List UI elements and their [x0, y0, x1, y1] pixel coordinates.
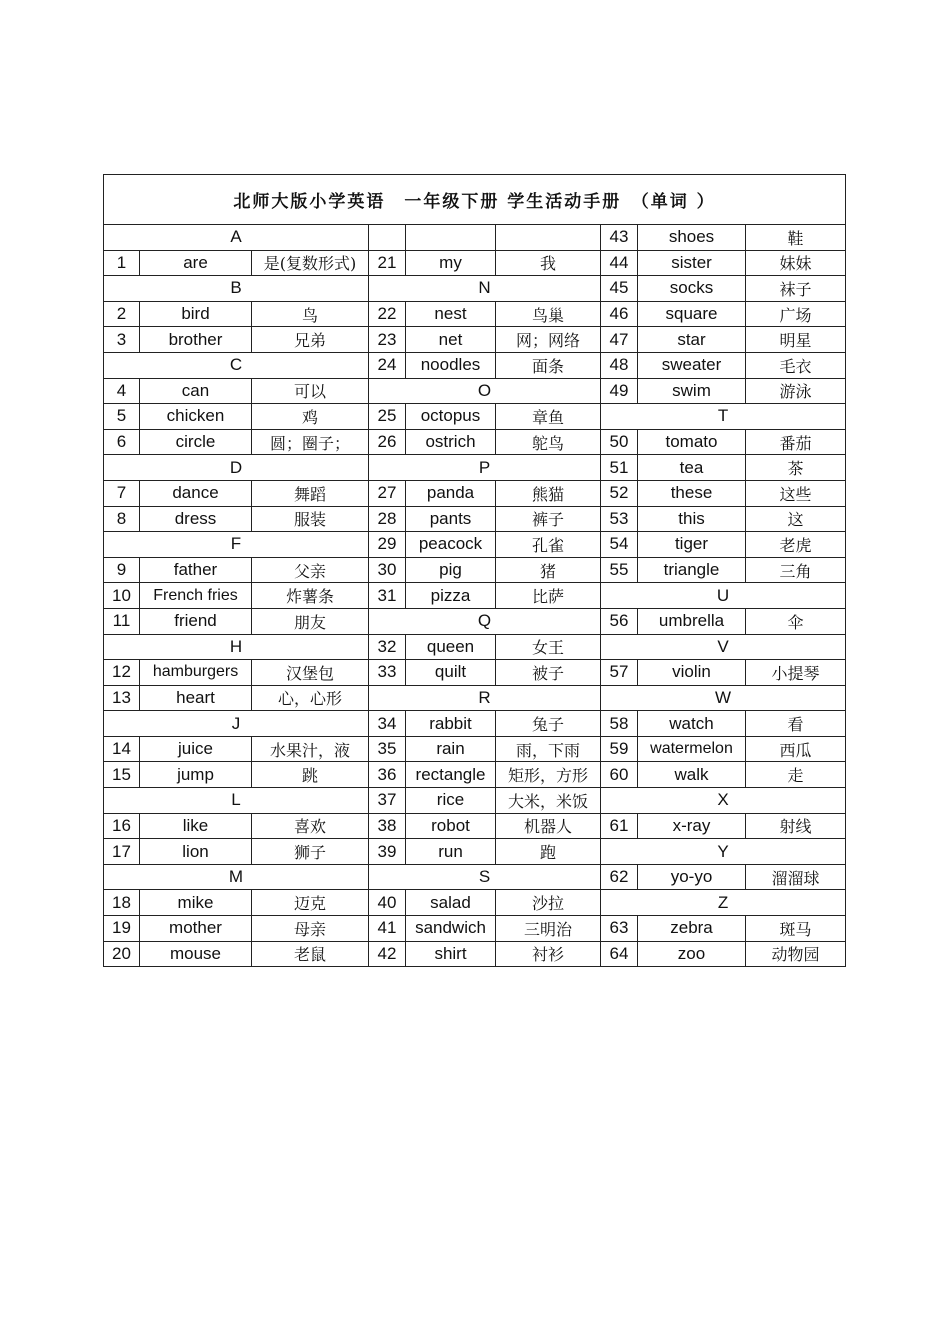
letter-header: Q — [369, 608, 601, 634]
word-number: 33 — [369, 660, 406, 686]
chinese-meaning: 猪 — [496, 557, 601, 583]
english-word: violin — [638, 660, 746, 686]
chinese-meaning: 服装 — [252, 506, 369, 532]
chinese-meaning: 看 — [746, 711, 846, 737]
english-word: jump — [140, 762, 252, 788]
english-word: can — [140, 378, 252, 404]
english-word: nest — [406, 301, 496, 327]
word-number: 8 — [104, 506, 140, 532]
word-number: 44 — [601, 250, 638, 276]
title-row — [104, 175, 846, 225]
english-word: mike — [140, 890, 252, 916]
table-row — [104, 916, 846, 942]
word-number: 62 — [601, 864, 638, 890]
english-word: salad — [406, 890, 496, 916]
letter-header: X — [601, 788, 846, 814]
word-number: 17 — [104, 839, 140, 865]
table-row — [104, 813, 846, 839]
english-word: chicken — [140, 404, 252, 430]
english-word: zoo — [638, 941, 746, 967]
english-word: father — [140, 557, 252, 583]
chinese-meaning: 袜子 — [746, 276, 846, 302]
chinese-meaning: 鞋 — [746, 225, 846, 251]
word-number: 13 — [104, 685, 140, 711]
word-number: 1 — [104, 250, 140, 276]
english-word: tea — [638, 455, 746, 481]
word-number: 58 — [601, 711, 638, 737]
letter-header: R — [369, 685, 601, 711]
table-row — [104, 788, 846, 814]
word-number: 52 — [601, 480, 638, 506]
chinese-meaning: 孔雀 — [496, 532, 601, 558]
chinese-meaning: 喜欢 — [252, 813, 369, 839]
word-number: 48 — [601, 352, 638, 378]
word-number: 15 — [104, 762, 140, 788]
word-number: 24 — [369, 352, 406, 378]
english-word: French fries — [140, 583, 252, 609]
letter-header: B — [104, 276, 369, 302]
chinese-meaning: 茶 — [746, 455, 846, 481]
word-number: 47 — [601, 327, 638, 353]
table-row — [104, 225, 846, 251]
english-word: dance — [140, 480, 252, 506]
letter-header: H — [104, 634, 369, 660]
chinese-meaning: 走 — [746, 762, 846, 788]
english-word: shirt — [406, 941, 496, 967]
english-word: tiger — [638, 532, 746, 558]
word-number: 31 — [369, 583, 406, 609]
english-word: lion — [140, 839, 252, 865]
chinese-meaning: 沙拉 — [496, 890, 601, 916]
chinese-meaning: 游泳 — [746, 378, 846, 404]
chinese-meaning — [496, 225, 601, 251]
chinese-meaning: 机器人 — [496, 813, 601, 839]
english-word: star — [638, 327, 746, 353]
chinese-meaning: 动物园 — [746, 941, 846, 967]
chinese-meaning: 斑马 — [746, 916, 846, 942]
chinese-meaning: 三明治 — [496, 916, 601, 942]
english-word: sister — [638, 250, 746, 276]
table-row — [104, 839, 846, 865]
chinese-meaning: 可以 — [252, 378, 369, 404]
english-word: this — [638, 506, 746, 532]
word-number: 32 — [369, 634, 406, 660]
word-number: 22 — [369, 301, 406, 327]
word-number: 36 — [369, 762, 406, 788]
word-number: 18 — [104, 890, 140, 916]
letter-header: P — [369, 455, 601, 481]
chinese-meaning: 小提琴 — [746, 660, 846, 686]
chinese-meaning: 伞 — [746, 608, 846, 634]
chinese-meaning: 雨，下雨 — [496, 736, 601, 762]
english-word: tomato — [638, 429, 746, 455]
english-word: watch — [638, 711, 746, 737]
english-word: watermelon — [638, 736, 746, 762]
table-row — [104, 276, 846, 302]
word-number: 29 — [369, 532, 406, 558]
word-number: 37 — [369, 788, 406, 814]
chinese-meaning: 毛衣 — [746, 352, 846, 378]
word-number: 27 — [369, 480, 406, 506]
letter-header: V — [601, 634, 846, 660]
letter-header: T — [601, 404, 846, 430]
english-word: net — [406, 327, 496, 353]
word-number: 20 — [104, 941, 140, 967]
chinese-meaning: 网；网络 — [496, 327, 601, 353]
word-number: 40 — [369, 890, 406, 916]
table-row — [104, 352, 846, 378]
chinese-meaning: 鸡 — [252, 404, 369, 430]
chinese-meaning: 父亲 — [252, 557, 369, 583]
word-number: 21 — [369, 250, 406, 276]
word-number: 42 — [369, 941, 406, 967]
table-row — [104, 608, 846, 634]
table-row — [104, 327, 846, 353]
english-word: like — [140, 813, 252, 839]
letter-header: J — [104, 711, 369, 737]
english-word: rain — [406, 736, 496, 762]
word-number: 54 — [601, 532, 638, 558]
word-number: 25 — [369, 404, 406, 430]
word-number: 19 — [104, 916, 140, 942]
table-row — [104, 301, 846, 327]
chinese-meaning: 我 — [496, 250, 601, 276]
english-word: panda — [406, 480, 496, 506]
english-word: shoes — [638, 225, 746, 251]
word-number: 39 — [369, 839, 406, 865]
chinese-meaning: 老虎 — [746, 532, 846, 558]
english-word: these — [638, 480, 746, 506]
english-word: are — [140, 250, 252, 276]
word-number: 55 — [601, 557, 638, 583]
english-word — [406, 225, 496, 251]
chinese-meaning: 熊猫 — [496, 480, 601, 506]
letter-header: C — [104, 352, 369, 378]
table-row — [104, 736, 846, 762]
table-row — [104, 762, 846, 788]
chinese-meaning: 三角 — [746, 557, 846, 583]
word-number: 38 — [369, 813, 406, 839]
chinese-meaning: 矩形，方形 — [496, 762, 601, 788]
chinese-meaning: 这 — [746, 506, 846, 532]
english-word: sandwich — [406, 916, 496, 942]
chinese-meaning: 被子 — [496, 660, 601, 686]
letter-header: W — [601, 685, 846, 711]
word-number: 3 — [104, 327, 140, 353]
word-number: 56 — [601, 608, 638, 634]
chinese-meaning: 圆；圈子； — [252, 429, 369, 455]
word-number: 50 — [601, 429, 638, 455]
table-row — [104, 711, 846, 737]
vocabulary-sheet — [103, 174, 845, 967]
word-number: 14 — [104, 736, 140, 762]
english-word: sweater — [638, 352, 746, 378]
english-word: swim — [638, 378, 746, 404]
letter-header: L — [104, 788, 369, 814]
chinese-meaning: 炸薯条 — [252, 583, 369, 609]
word-number — [369, 225, 406, 251]
chinese-meaning: 鸟 — [252, 301, 369, 327]
word-number: 10 — [104, 583, 140, 609]
english-word: robot — [406, 813, 496, 839]
vocabulary-table — [103, 174, 846, 967]
table-row — [104, 557, 846, 583]
table-row — [104, 660, 846, 686]
chinese-meaning: 汉堡包 — [252, 660, 369, 686]
word-number: 35 — [369, 736, 406, 762]
chinese-meaning: 跑 — [496, 839, 601, 865]
table-row — [104, 864, 846, 890]
english-word: pig — [406, 557, 496, 583]
chinese-meaning: 迈克 — [252, 890, 369, 916]
table-row — [104, 455, 846, 481]
english-word: x-ray — [638, 813, 746, 839]
word-number: 11 — [104, 608, 140, 634]
english-word: friend — [140, 608, 252, 634]
letter-header: Z — [601, 890, 846, 916]
english-word: walk — [638, 762, 746, 788]
chinese-meaning: 老鼠 — [252, 941, 369, 967]
english-word: triangle — [638, 557, 746, 583]
english-word: peacock — [406, 532, 496, 558]
word-number: 12 — [104, 660, 140, 686]
word-number: 63 — [601, 916, 638, 942]
chinese-meaning: 妹妹 — [746, 250, 846, 276]
chinese-meaning: 兄弟 — [252, 327, 369, 353]
word-number: 60 — [601, 762, 638, 788]
table-row — [104, 250, 846, 276]
word-number: 26 — [369, 429, 406, 455]
english-word: bird — [140, 301, 252, 327]
chinese-meaning: 水果汁，液 — [252, 736, 369, 762]
word-number: 45 — [601, 276, 638, 302]
chinese-meaning: 女王 — [496, 634, 601, 660]
letter-header: N — [369, 276, 601, 302]
chinese-meaning: 溜溜球 — [746, 864, 846, 890]
english-word: hamburgers — [140, 660, 252, 686]
letter-header: D — [104, 455, 369, 481]
english-word: noodles — [406, 352, 496, 378]
chinese-meaning: 狮子 — [252, 839, 369, 865]
table-row — [104, 378, 846, 404]
word-number: 23 — [369, 327, 406, 353]
english-word: yo-yo — [638, 864, 746, 890]
english-word: rice — [406, 788, 496, 814]
table-row — [104, 429, 846, 455]
chinese-meaning: 跳 — [252, 762, 369, 788]
english-word: heart — [140, 685, 252, 711]
word-number: 49 — [601, 378, 638, 404]
word-number: 57 — [601, 660, 638, 686]
english-word: my — [406, 250, 496, 276]
english-word: run — [406, 839, 496, 865]
chinese-meaning: 舞蹈 — [252, 480, 369, 506]
letter-header: O — [369, 378, 601, 404]
table-row — [104, 480, 846, 506]
chinese-meaning: 鸵鸟 — [496, 429, 601, 455]
letter-header: Y — [601, 839, 846, 865]
chinese-meaning: 比萨 — [496, 583, 601, 609]
english-word: rabbit — [406, 711, 496, 737]
word-number: 46 — [601, 301, 638, 327]
word-number: 61 — [601, 813, 638, 839]
english-word: pants — [406, 506, 496, 532]
word-number: 6 — [104, 429, 140, 455]
english-word: circle — [140, 429, 252, 455]
table-row — [104, 685, 846, 711]
word-number: 64 — [601, 941, 638, 967]
table-row — [104, 506, 846, 532]
chinese-meaning: 朋友 — [252, 608, 369, 634]
table-row — [104, 634, 846, 660]
chinese-meaning: 番茄 — [746, 429, 846, 455]
word-number: 7 — [104, 480, 140, 506]
letter-header: F — [104, 532, 369, 558]
chinese-meaning: 西瓜 — [746, 736, 846, 762]
table-row — [104, 404, 846, 430]
english-word: quilt — [406, 660, 496, 686]
english-word: mouse — [140, 941, 252, 967]
word-number: 41 — [369, 916, 406, 942]
letter-header: A — [104, 225, 369, 251]
chinese-meaning: 这些 — [746, 480, 846, 506]
word-number: 28 — [369, 506, 406, 532]
english-word: rectangle — [406, 762, 496, 788]
chinese-meaning: 是(复数形式) — [252, 250, 369, 276]
chinese-meaning: 母亲 — [252, 916, 369, 942]
word-number: 34 — [369, 711, 406, 737]
english-word: square — [638, 301, 746, 327]
page-title: 北师大版小学英语 一年级下册 学生活动手册 （单词 ） — [104, 175, 846, 225]
table-row — [104, 583, 846, 609]
word-number: 59 — [601, 736, 638, 762]
chinese-meaning: 大米，米饭 — [496, 788, 601, 814]
english-word: ostrich — [406, 429, 496, 455]
english-word: zebra — [638, 916, 746, 942]
english-word: dress — [140, 506, 252, 532]
letter-header: S — [369, 864, 601, 890]
english-word: brother — [140, 327, 252, 353]
word-number: 4 — [104, 378, 140, 404]
chinese-meaning: 广场 — [746, 301, 846, 327]
word-number: 30 — [369, 557, 406, 583]
english-word: pizza — [406, 583, 496, 609]
word-number: 9 — [104, 557, 140, 583]
chinese-meaning: 面条 — [496, 352, 601, 378]
word-number: 43 — [601, 225, 638, 251]
table-row — [104, 890, 846, 916]
chinese-meaning: 章鱼 — [496, 404, 601, 430]
chinese-meaning: 鸟巢 — [496, 301, 601, 327]
word-number: 2 — [104, 301, 140, 327]
word-number: 53 — [601, 506, 638, 532]
table-row — [104, 532, 846, 558]
chinese-meaning: 裤子 — [496, 506, 601, 532]
letter-header: U — [601, 583, 846, 609]
english-word: socks — [638, 276, 746, 302]
word-number: 51 — [601, 455, 638, 481]
chinese-meaning: 明星 — [746, 327, 846, 353]
chinese-meaning: 兔子 — [496, 711, 601, 737]
chinese-meaning: 射线 — [746, 813, 846, 839]
chinese-meaning: 心，心形 — [252, 685, 369, 711]
chinese-meaning: 衬衫 — [496, 941, 601, 967]
word-number: 5 — [104, 404, 140, 430]
english-word: juice — [140, 736, 252, 762]
word-number: 16 — [104, 813, 140, 839]
english-word: umbrella — [638, 608, 746, 634]
english-word: queen — [406, 634, 496, 660]
english-word: mother — [140, 916, 252, 942]
letter-header: M — [104, 864, 369, 890]
english-word: octopus — [406, 404, 496, 430]
table-row — [104, 941, 846, 967]
